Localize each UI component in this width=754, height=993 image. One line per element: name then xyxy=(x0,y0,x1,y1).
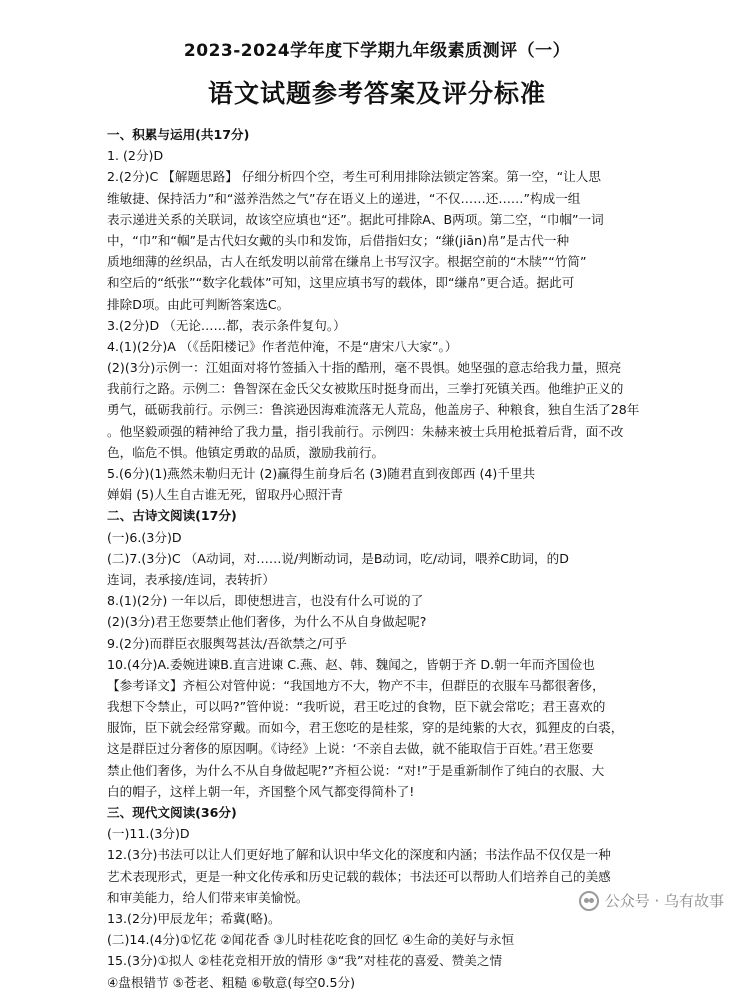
answer-line: 禁止他们奢侈，为什么不从自身做起呢?”齐桓公说：“对!”于是重新制作了纯白的衣服、大 xyxy=(107,762,605,778)
watermark xyxy=(579,890,724,911)
answer-line: 婵娟 (5)人生自古谁无死，留取丹心照汗青 xyxy=(107,487,343,503)
exam-title: 2023-2024学年度下学期九年级素质测评（一） xyxy=(183,41,571,61)
watermark-text: 公众号 · 乌有故事 xyxy=(604,892,724,910)
answer-line: 10.(4分)A.委婉进谏B.直言进谏 C.燕、赵、韩、魏闻之，皆朝于齐 D.朝一年而齐国俭也 xyxy=(107,656,595,672)
answer-line: (二)14.(4分)①忆花 ②闻花香 ③儿时桂花吃食的回忆 ④生命的美好与永恒 xyxy=(107,932,515,948)
answer-line: 12.(3分)书法可以让人们更好地了解和认识中华文化的深度和内涵；书法作品不仅仅是一种 xyxy=(107,847,611,863)
answer-line: 2.(2分)C 【解题思路】 仔细分析四个空，考生可利用排除法锁定答案。第一空，“让人思 xyxy=(107,169,601,185)
answer-line: 表示递进关系的关联词，故该空应填也“还”。据此可排除A、B两项。第二空，“巾帼”一词 xyxy=(107,211,604,227)
document-subtitle: 语文试题参考答案及评分标准 xyxy=(207,79,546,108)
answer-line: 我前行之路。示例二：鲁智深在金氏父女被欺压时挺身而出，三拳打死镇关西。他维护正义的 xyxy=(107,381,624,397)
answer-line: 4.(1)(2分)A （《岳阳楼记》作者范仲淹，不是“唐宋八大家”。） xyxy=(107,338,458,354)
answer-line: (二)7.(3分)C （A动词，对……说/判断动词，是B动词，吃/动词，喂养C助词，的D xyxy=(107,550,569,566)
section-heading: 三、现代文阅读(36分) xyxy=(107,805,237,820)
answer-line: 和空后的“纸张”“数字化载体”可知，这里应填书写的载体，即“缣帛”更合适。据此可 xyxy=(107,275,575,291)
answer-line: 【参考译文】齐桓公对管仲说：“我国地方不大，物产不丰，但群臣的衣服车马都很奢侈， xyxy=(107,677,605,693)
answer-line: (2)(3分)示例一：江姐面对将竹签插入十指的酷刑，毫不畏惧。她坚强的意志给我力量，照亮 xyxy=(107,360,622,376)
answer-line: 3.(2分)D （无论……都，表示条件复句。） xyxy=(107,317,346,333)
answer-line: 和审美能力，给人们带来审美愉悦。 xyxy=(107,889,309,905)
section-heading: 一、积累与运用(共17分) xyxy=(107,127,250,142)
answer-line: 服饰，臣下就会经常穿戴。而如今，君王您吃的是桂浆，穿的是纯紫的大衣，狐狸皮的白裘， xyxy=(107,720,624,736)
wechat-icon xyxy=(579,891,599,911)
answer-line: 我想下令禁止，可以吗?”管仲说：“我听说，君王吃过的食物，臣下就会常吃；君王喜欢的 xyxy=(107,699,606,715)
answer-line: (一)6.(3分)D xyxy=(107,529,182,545)
answer-line: 排除D项。由此可判断答案选C。 xyxy=(107,296,290,312)
answer-line: 9.(2分)而群臣衣服舆驾甚汰/吾欲禁之/可乎 xyxy=(107,635,347,651)
answer-line: 这是群臣过分奢侈的原因啊。《诗经》上说：‘不亲自去做，就不能取信于百姓。’君王您要 xyxy=(107,741,594,757)
answer-line: (一)11.(3分)D xyxy=(107,826,190,842)
section-heading: 二、古诗文阅读(17分) xyxy=(107,508,237,524)
answer-line: (2)(3分)君王您要禁止他们奢侈，为什么不从自身做起呢? xyxy=(107,614,427,630)
answer-line: 5.(6分)(1)燕然未勒归无计 (2)赢得生前身后名 (3)随君直到夜郎西 (4)千里共 xyxy=(107,466,536,481)
answer-line: 中，“巾”和“帼”是古代妇女戴的头巾和发饰，后借指妇女；“缣(jiān)帛”是古代一种 xyxy=(107,232,570,248)
answer-line: 白的帽子，这样上朝一年，齐国整个风气都变得简朴了! xyxy=(107,783,415,799)
answer-line: 15.(3分)①拟人 ②桂花竞相开放的情形 ③“我”对桂花的喜爱、赞美之情 xyxy=(107,953,503,969)
answer-body xyxy=(107,124,667,993)
answer-line: 艺术表现形式，更是一种文化传承和历史记载的载体；书法还可以帮助人们培养自己的美感 xyxy=(107,868,611,884)
answer-line: 质地细薄的丝织品，古人在纸发明以前常在缣帛上书写汉字。根据空前的“木牍”“竹简” xyxy=(107,254,587,270)
answer-line: 。他坚毅顽强的精神给了我力量，指引我前行。示例四：朱赫来被士兵用枪抵着后背，面不改 xyxy=(107,423,624,439)
answer-line: 维敏捷、保持活力”和“滋养浩然之气”存在语义上的递进，“不仅……还……”构成一组 xyxy=(107,190,581,206)
answer-line: ④盘根错节 ⑤苍老、粗糙 ⑥敬意(每空0.5分) xyxy=(107,974,356,990)
answer-line: 勇气，砥砺我前行。示例三：鲁滨逊因海难流落无人荒岛，他盖房子、种粮食，独自生活了28年 xyxy=(107,402,640,418)
answer-line: 13.(2分)甲辰龙年；希冀(略)。 xyxy=(107,910,281,926)
answer-line: 连词，表承接/连词，表转折） xyxy=(107,571,275,587)
answer-line: 色，临危不惧。他镇定勇敢的品质，激励我前行。 xyxy=(107,444,385,460)
answer-line: 1. (2分)D xyxy=(107,148,164,164)
answer-line: 8.(1)(2分) 一年以后，即使想进言，也没有什么可说的了 xyxy=(107,593,424,609)
